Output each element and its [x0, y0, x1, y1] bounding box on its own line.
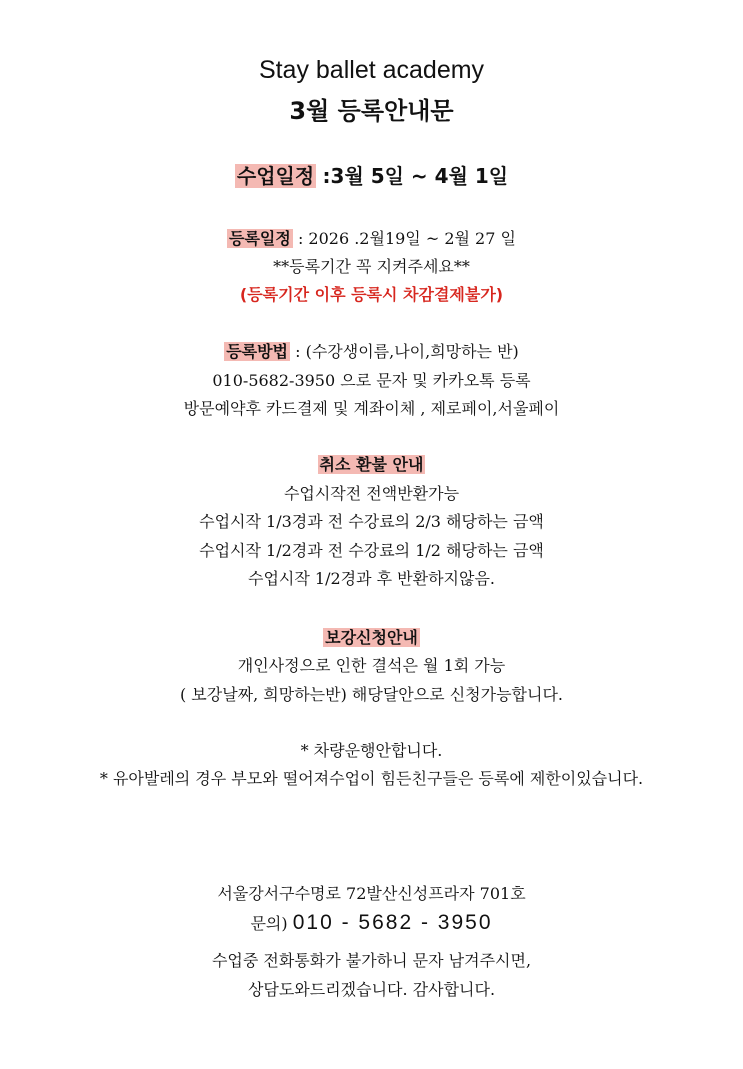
class-schedule: [0, 165, 743, 187]
note-line: * 차량운행안합니다.: [300, 741, 443, 760]
class-schedule-value: :3월 5일 ~ 4월 1일: [322, 164, 509, 188]
notice-title: 3월 등록안내문: [289, 97, 454, 125]
contact-label: 문의): [250, 914, 288, 933]
registration-method-line-1: 010-5682-3950 으로 문자 및 카카오톡 등록: [212, 371, 531, 390]
registration-period-label: 등록일정: [229, 229, 291, 248]
makeup-title: 보강신청안내: [325, 628, 418, 647]
registration-method-label: 등록방법: [226, 342, 289, 361]
registration-method-line-2: 방문예약후 카드결제 및 계좌이체 , 제로페이,서울페이: [183, 399, 560, 418]
note-line: * 유아발레의 경우 부모와 떨어져수업이 힘든친구들은 등록에 제한이있습니다.: [99, 769, 644, 788]
makeup-line: ( 보강날짜, 희망하는반) 해당달안으로 신청가능합니다.: [179, 685, 564, 704]
refund-line: 수업시작 1/2경과 전 수강료의 1/2 해당하는 금액: [199, 541, 544, 560]
contact-phone: 010 - 5682 - 3950: [292, 911, 493, 934]
footer-message-1: 수업중 전화통화가 불가하니 문자 남겨주시면,: [211, 951, 532, 970]
refund-line: 수업시작전 전액반환가능: [283, 484, 460, 503]
registration-period: [0, 228, 743, 250]
class-schedule-label: 수업일정: [236, 164, 315, 188]
makeup-section: [0, 627, 743, 649]
footer-address: 서울강서구수명로 72발산신성프라자 701호: [217, 884, 526, 903]
refund-line: 수업시작 1/2경과 후 반환하지않음.: [247, 569, 496, 588]
registration-method: [0, 341, 743, 363]
refund-section: [0, 454, 743, 476]
registration-warning: (등록기간 이후 등록시 차감결제불가): [239, 285, 504, 304]
makeup-line: 개인사정으로 인한 결석은 월 1회 가능: [237, 656, 506, 675]
footer-contact: [0, 912, 743, 935]
refund-line: 수업시작 1/3경과 전 수강료의 2/3 해당하는 금액: [199, 512, 544, 531]
registration-method-value: : (수강생이름,나이,희망하는 반): [295, 342, 519, 361]
academy-name: Stay ballet academy: [258, 56, 485, 84]
footer-message-2: 상담도와드리겠습니다. 감사합니다.: [247, 980, 496, 999]
refund-title: 취소 환불 안내: [319, 455, 424, 474]
registration-note: **등록기간 꼭 지켜주세요**: [273, 257, 470, 276]
registration-period-value: : 2026 .2월19일 ~ 2월 27 일: [297, 229, 516, 248]
